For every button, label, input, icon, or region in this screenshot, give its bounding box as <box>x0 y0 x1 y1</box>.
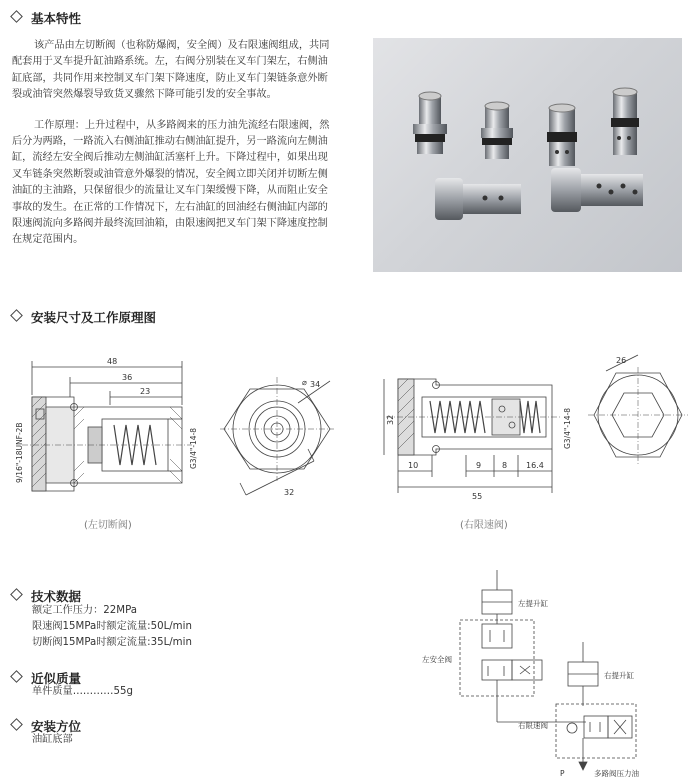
tech-title-text: 技术数据 <box>31 589 82 604</box>
dim-36: 36 <box>122 373 133 382</box>
diamond-bullet-icon <box>10 309 23 322</box>
principle-paragraph: 工作原理：上升过程中，从多路阀来的压力油先流经右限速阀，然后分为两路，一路流入右侧油缸推动右侧油缸提升，另一路流向左侧油缸，流经左安全阀后推动左侧油缸活塞杆上升。下降过程中，如果出现叉车链条突然断裂或油管意外爆裂的情况，安全阀立即关闭并切断左侧油缸的主油路，只保留很少的流量让叉车门架缓慢下降，从而阻止安全事故的发生。在正常的工作情况下，左右油缸的回油经右侧油缸内部的限速阀流向多路阀并最终流回油箱，由限速阀把叉车门架下降速度控制在规定范围内。 <box>12 119 330 246</box>
thread-right-valve: G3/4"-14-8 <box>563 407 572 449</box>
intro-paragraph: 该产品由左切断阀（也称防爆阀，安全阀）及右限速阀组成，共同配套用于叉车提升缸油路系统。左，右阀分别装在叉车门架左，右侧油缸底部，共同作用来控制叉车门架下降速度，防止叉车门架链条意外断裂或油管突然爆裂导致货叉骤然下降可能引发的安全事故。 <box>12 40 330 101</box>
dim-26: 26 <box>616 356 627 365</box>
valve-part-3 <box>547 104 577 166</box>
mount-line: 油缸底部 <box>32 734 73 745</box>
valve-part-6 <box>551 168 643 212</box>
left-valve-label: 左安全阀 <box>422 655 452 664</box>
dia-symbol-34: ⌀ <box>302 378 307 387</box>
tech-line-cutoff-flow: 切断阀15MPa时额定流量:35L/min <box>32 637 192 648</box>
basic-section-title <box>12 9 81 27</box>
dim-16-4: 16.4 <box>526 461 544 470</box>
diamond-bullet-icon <box>10 670 23 683</box>
diamond-bullet-icon <box>10 10 23 23</box>
dim-9: 9 <box>476 461 482 470</box>
p-port-label: P <box>560 769 565 778</box>
valve-part-4 <box>611 88 639 155</box>
thread-right-left-valve: G3/4"-14-8 <box>189 427 198 469</box>
diamond-bullet-icon <box>10 718 23 731</box>
thread-left: 9/16"-18UNF-2B <box>15 422 24 483</box>
hydraulic-schematic <box>420 562 690 780</box>
dim-48: 48 <box>107 357 118 366</box>
diamond-bullet-icon <box>10 588 23 601</box>
dim-55: 55 <box>472 492 483 501</box>
left-cylinder-label: 左提升缸 <box>518 599 548 608</box>
dim-23: 23 <box>140 387 151 396</box>
product-photo <box>373 38 682 272</box>
left-valve-caption: (左切断阀) <box>84 520 132 531</box>
basic-title-text: 基本特性 <box>31 11 82 26</box>
tech-lines <box>32 603 192 651</box>
mass-line: 单件质量…………55g <box>32 686 133 697</box>
valve-part-2 <box>481 102 513 159</box>
dim-8: 8 <box>502 461 508 470</box>
basic-description <box>12 38 334 249</box>
right-cylinder-label: 右提升缸 <box>604 671 634 680</box>
install-title-text: 安装尺寸及工作原理图 <box>31 310 157 325</box>
valve-part-5 <box>435 178 521 220</box>
tech-line-limit-flow: 限速阀15MPa时额定流量:50L/min <box>32 621 192 632</box>
right-valve-caption: (右限速阀) <box>460 520 508 531</box>
install-section-title <box>12 308 156 326</box>
dim-10: 10 <box>408 461 419 470</box>
right-valve-drawing <box>376 345 692 505</box>
tech-line-pressure: 额定工作压力：22MPa <box>32 605 137 616</box>
source-label: 多路阀压力油 <box>594 769 639 778</box>
left-valve-drawing <box>10 345 340 535</box>
dim-34: 34 <box>310 380 321 389</box>
valve-part-1 <box>413 92 447 154</box>
mass-title-text: 近似质量 <box>31 671 82 686</box>
right-valve-label: 右限速阀 <box>518 721 548 730</box>
dim-32-right: 32 <box>386 414 395 425</box>
dim-32-left: 32 <box>284 488 295 497</box>
mount-title-text: 安装方位 <box>31 719 82 734</box>
